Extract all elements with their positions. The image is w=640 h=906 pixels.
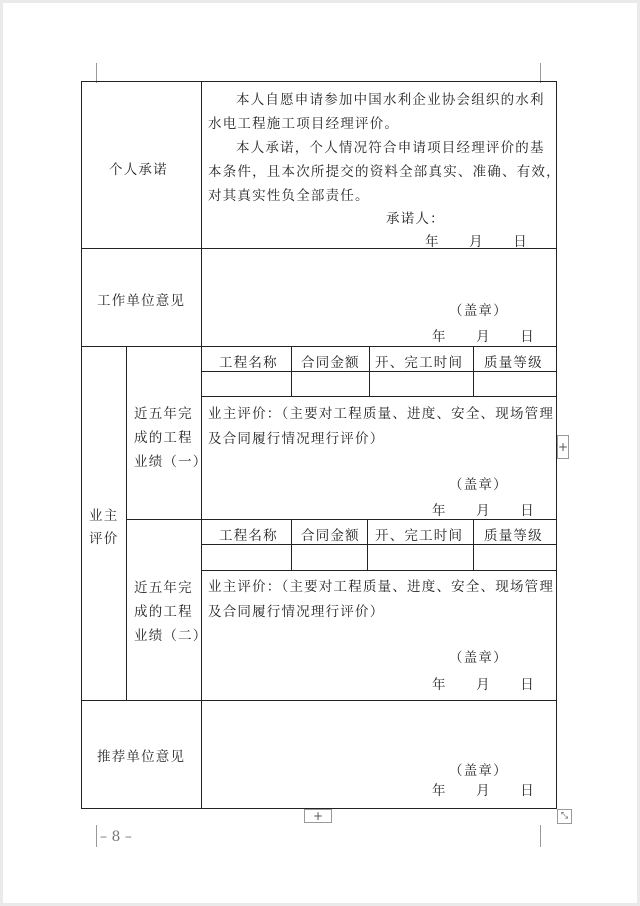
table-add-column-button[interactable]: +: [557, 435, 569, 459]
proj1-date: 年 月 日: [432, 503, 535, 519]
commitment-label: 个人承诺: [109, 162, 168, 178]
commitment-line-1: 本人自愿申请参加中国水利企业协会组织的水利: [236, 92, 545, 108]
page-number: [100, 829, 132, 845]
proj1-eval-line1: 业主评价：（主要对工程质量、进度、安全、现场管理: [208, 406, 555, 422]
proj2-seal: （盖章）: [449, 650, 508, 666]
proj1-col-2: [369, 346, 370, 397]
proj2-col-2: [367, 519, 368, 571]
proj2-col-header-amount: 合同金额: [301, 528, 360, 544]
owner-label-line1: 业主: [89, 508, 119, 524]
proj1-header-bottom: [201, 371, 557, 372]
proj1-row-bottom: [201, 396, 557, 397]
perf1-label-line1: 近五年完: [134, 406, 193, 422]
proj2-col-header-time: 开、完工时间: [375, 528, 464, 544]
perf2-label-line3: 业绩（二）: [134, 628, 208, 644]
proj1-seal: （盖章）: [449, 477, 508, 493]
crop-mark-top-left: [96, 63, 97, 83]
document-page: [3, 3, 637, 903]
table-resize-handle[interactable]: ⤡: [557, 809, 572, 824]
employer-date: 年 月 日: [432, 329, 535, 345]
employer-label: 工作单位意见: [97, 293, 186, 309]
proj2-header-bottom: [201, 544, 557, 545]
recommender-date: 年 月 日: [432, 783, 535, 799]
proj2-eval-line2: 及合同履行情况理行评价）: [208, 604, 385, 620]
proj1-col-header-amount: 合同金额: [301, 355, 360, 371]
commitment-line-3: 本人承诺，个人情况符合申请项目经理评价的基: [236, 140, 545, 156]
commitment-signer: 承诺人：: [386, 211, 445, 227]
commitment-line-5: 对其真实性负全部责任。: [208, 188, 370, 204]
page-number-value: 8: [111, 829, 121, 845]
proj2-col-3: [473, 519, 474, 571]
owner-label-divider: [126, 346, 127, 701]
employer-seal: （盖章）: [449, 303, 508, 319]
proj1-eval-line2: 及合同履行情况理行评价）: [208, 431, 385, 447]
proj2-col-header-quality: 质量等级: [484, 528, 543, 544]
recommender-seal: （盖章）: [449, 763, 508, 779]
proj1-col-1: [291, 346, 292, 397]
table-border-top: [81, 81, 557, 82]
perf1-label-line2: 成的工程: [134, 430, 193, 446]
page-number-dash-left: –: [100, 829, 112, 845]
proj2-col-1: [291, 519, 292, 571]
proj1-col-header-time: 开、完工时间: [375, 355, 464, 371]
perf1-label-line3: 业绩（一）: [134, 454, 208, 470]
perf2-label-line1: 近五年完: [134, 580, 193, 596]
proj2-col-header-name: 工程名称: [219, 528, 278, 544]
crop-mark-bottom-right: [540, 825, 541, 847]
recommender-label: 推荐单位意见: [97, 749, 186, 765]
row-divider-3: [81, 700, 557, 701]
commitment-line-2: 水电工程施工项目经理评价。: [208, 116, 400, 132]
proj1-col-3: [473, 346, 474, 397]
proj2-date: 年 月 日: [432, 677, 535, 693]
commitment-date: 年 月 日: [425, 234, 528, 250]
perf2-label-line2: 成的工程: [134, 604, 193, 620]
proj2-eval-line1: 业主评价：（主要对工程质量、进度、安全、现场管理: [208, 579, 555, 595]
commitment-line-4: 本条件，且本次所提交的资料全部真实、准确、有效，: [208, 164, 561, 180]
proj1-col-header-name: 工程名称: [219, 355, 278, 371]
crop-mark-top-right: [540, 63, 541, 83]
proj1-col-header-quality: 质量等级: [484, 355, 543, 371]
page-number-dash-right: –: [120, 829, 132, 845]
owner-label-line2: 评价: [89, 531, 119, 547]
table-add-row-button[interactable]: +: [304, 809, 332, 823]
perf-divider: [126, 519, 557, 520]
proj2-row-bottom: [201, 570, 557, 571]
crop-mark-bottom-left: [96, 825, 97, 847]
row-divider-2: [81, 346, 557, 347]
